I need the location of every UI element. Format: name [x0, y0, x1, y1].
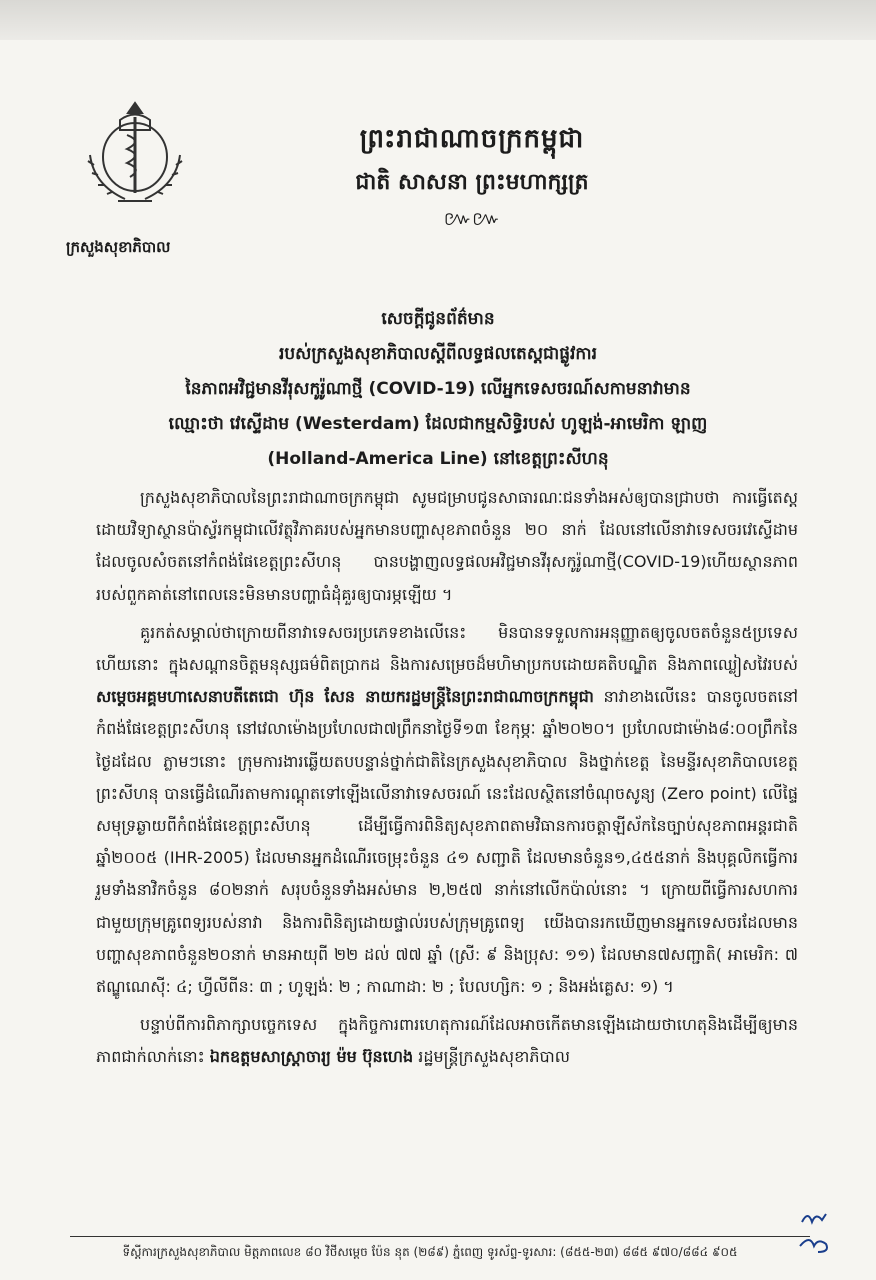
kingdom-heading: ព្រះរាជាណាចក្រកម្ពុជា — [359, 124, 585, 154]
national-motto: ជាតិ សាសនា ព្រះមហាក្សត្រ — [355, 169, 589, 195]
document-body — [96, 482, 798, 1080]
ministry-name: ក្រសួងសុខាភិបាល — [66, 238, 171, 256]
paragraph-2-text-a: គួរកត់សម្គាល់ថាក្រោយពីនាវាទេសចរប្រភេទខាងលើនេះ មិនបានទទួលការអនុញ្ញាតឲ្យចូលចតចំនួន៥ប្រទេសហើយនោះ ក្នុងសណ្តានចិត្តមនុស្សធម៌ពិតប្រាកដ និងការសម្រេចដ៏មហិមាប្រកបដោយគតិបណ្ឌិត និងភាពឈ្លៀសវៃរបស់ — [96, 622, 798, 675]
title-line-2: របស់ក្រសួងសុខាភិបាលស្តីពីលទ្ធផលតេស្តជាផ្លូវការ — [278, 344, 597, 364]
handwritten-initials-icon — [796, 1208, 836, 1258]
title-line-5: (Holland-America Line) នៅខេត្តព្រះសីហនុ — [267, 449, 609, 469]
footer-address: ទីស្តីការក្រសួងសុខាភិបាល មិត្តភាពលេខ ៨០ វិថីសម្តេច ប៉ែន នុត (២៨៩) ភ្នំពេញ ទូរស័ព្ទ-ទូរសារ: (៨៥៥-២៣) ៨៨៥ ៩៧០/៨៨៤ ៩០៥ — [122, 1245, 738, 1259]
ministry-emblem-icon — [80, 95, 190, 210]
minister-name: ឯកឧត្តមសាស្ត្រាចារ្យ ម៉ម ប៊ុនហេង — [209, 1047, 414, 1067]
title-line-4: ឈ្មោះថា វេស្ទើដាម (Westerdam) ដែលជាកម្មសិទ្ធិរបស់ ហូឡង់-អាមេរិកា ឡាញ — [168, 414, 708, 434]
title-line-1: សេចក្តីជូនព័ត៌មាន — [381, 309, 495, 329]
title-line-3: នៃភាពអវិជ្ជមានវីរុសកូរ៉ូណាថ្មី (COVID-19) លើអ្នកទេសចរណ៍សកាមនាវាមាន — [185, 379, 691, 399]
ornament-divider: ៚៚ — [443, 206, 501, 230]
paragraph-3-text-a: បន្ទាប់ពីការពិភាក្សាបច្ចេកទេស ក្នុងកិច្ចការពារហេតុការណ៍ដែលអាចកើតមានឡើងដោយថាហេតុនិងដើម្បីឲ្យមានភាពជាក់លាក់នោះ — [96, 1015, 798, 1067]
scan-top-edge — [0, 0, 876, 40]
paragraph-3-text-b: រដ្ឋមន្ត្រីក្រសួងសុខាភិបាល — [413, 1047, 570, 1067]
prime-minister-name: សម្តេចអគ្គមហាសេនាបតីតេជោ ហ៊ុន សែន នាយករដ្ឋមន្ត្រីនៃព្រះរាជាណាចក្រកម្ពុជា — [96, 687, 594, 707]
paragraph-2 — [96, 617, 798, 1003]
paragraph-3 — [96, 1009, 798, 1073]
paragraph-2-text-b: នាវាខាងលើនេះ បានចូលចតនៅកំពង់ផែខេត្តព្រះសីហនុ នៅវេលាម៉ោងប្រហែលជា៧ព្រឹកនាថ្ងៃទី១៣ ខែកុម្ភៈ ឆ្នាំ២០២០។ ប្រហែលជាម៉ោង៨:០០ព្រឹកនៃថ្ងៃដដែល ភ្លាមៗនោះ ក្រុមការងារឆ្លើយតបបន្ទាន់ថ្នាក់ជាតិនៃក្រសួងសុខាភិបាល និងថ្នាក់ខេត្ត នៃមន្ទីរសុខាភិបាលខេត្តព្រះសីហនុ បានធ្វើដំណើរតាមការណ្តុតទៅឡើងលើនាវាទេសចរណ៍ នេះដែលស្ថិតនៅចំណុចសូន្យ (Zero point) លើផ្ទៃសមុទ្រឆ្ងាយពីកំពង់ផែខេត្តព្រះសីហនុ ដើម្បីធ្វើការពិនិត្យសុខភាពតាមវិធានការចត្តាឡីស័កនៃច្បាប់សុខភាពអន្តរជាតិឆ្នាំ២០០៥ (IHR-2005) ដែលមានអ្នកដំណើរចេម្រុះចំនួន ៤១ សញ្ជាតិ ដែលមានចំនួន១,៤៥៥នាក់ និងបុគ្គលិកធ្វើការរួមទាំងនាវិកចំនួន ៨០២នាក់ សរុបចំនួនទាំងអស់មាន ២,២៥៧ នាក់នៅលើកប៉ាល់នោះ ។ ក្រោយពីធ្វើការសហការជាមួយក្រុមគ្រូពេទ្យរបស់នាវា និងការពិនិត្យដោយផ្ទាល់របស់ក្រុមគ្រូពេទ្យ យើងបានរកឃើញមានអ្នកទេសចរដែលមានបញ្ហាសុខភាពចំនួន២០នាក់ មានអាយុពី ២២ ដល់ ៧៧ ឆ្នាំ (ស្រី: ៩ និងប្រុស: ១១) ដែលមាន៧សញ្ជាតិ( អាមេរិក: ៧ ឥណ្ឌូណេស៊ី: ៤; ហ្វីលីពីន: ៣ ; ហូឡង់: ២ ; កាណាដា: ២ ; បែលហ្សិក: ១ ; និងអង់គ្លេស: ១) ។ — [96, 687, 798, 997]
footer-divider — [70, 1236, 810, 1237]
paragraph-1: ក្រសួងសុខាភិបាលនៃព្រះរាជាណាចក្រកម្ពុជា សូមជម្រាបជូនសាធារណៈជនទាំងអស់ឲ្យបានជ្រាបថា ការធ្វើតេស្តដោយវិទ្យាស្ថានប៉ាស្ទ័រកម្ពុជាលើវត្ថុវិភាគរបស់អ្នកមានបញ្ហាសុខភាពចំនួន ២០ នាក់ ដែលនៅលើនាវាទេសចរវេស្ទើដាម ដែលចូលសំចតនៅកំពង់ផែខេត្តព្រះសីហនុ បានបង្ហាញលទ្ធផលអវិជ្ជមានវីរុសកូរ៉ូណាថ្មី(COVID-19)ហើយស្ថានភាពរបស់ពួកគាត់នៅពេលនេះមិនមានបញ្ហាធំដុំគួរឲ្យបារម្ភឡើយ ។ — [96, 488, 798, 604]
document-title — [100, 302, 776, 477]
